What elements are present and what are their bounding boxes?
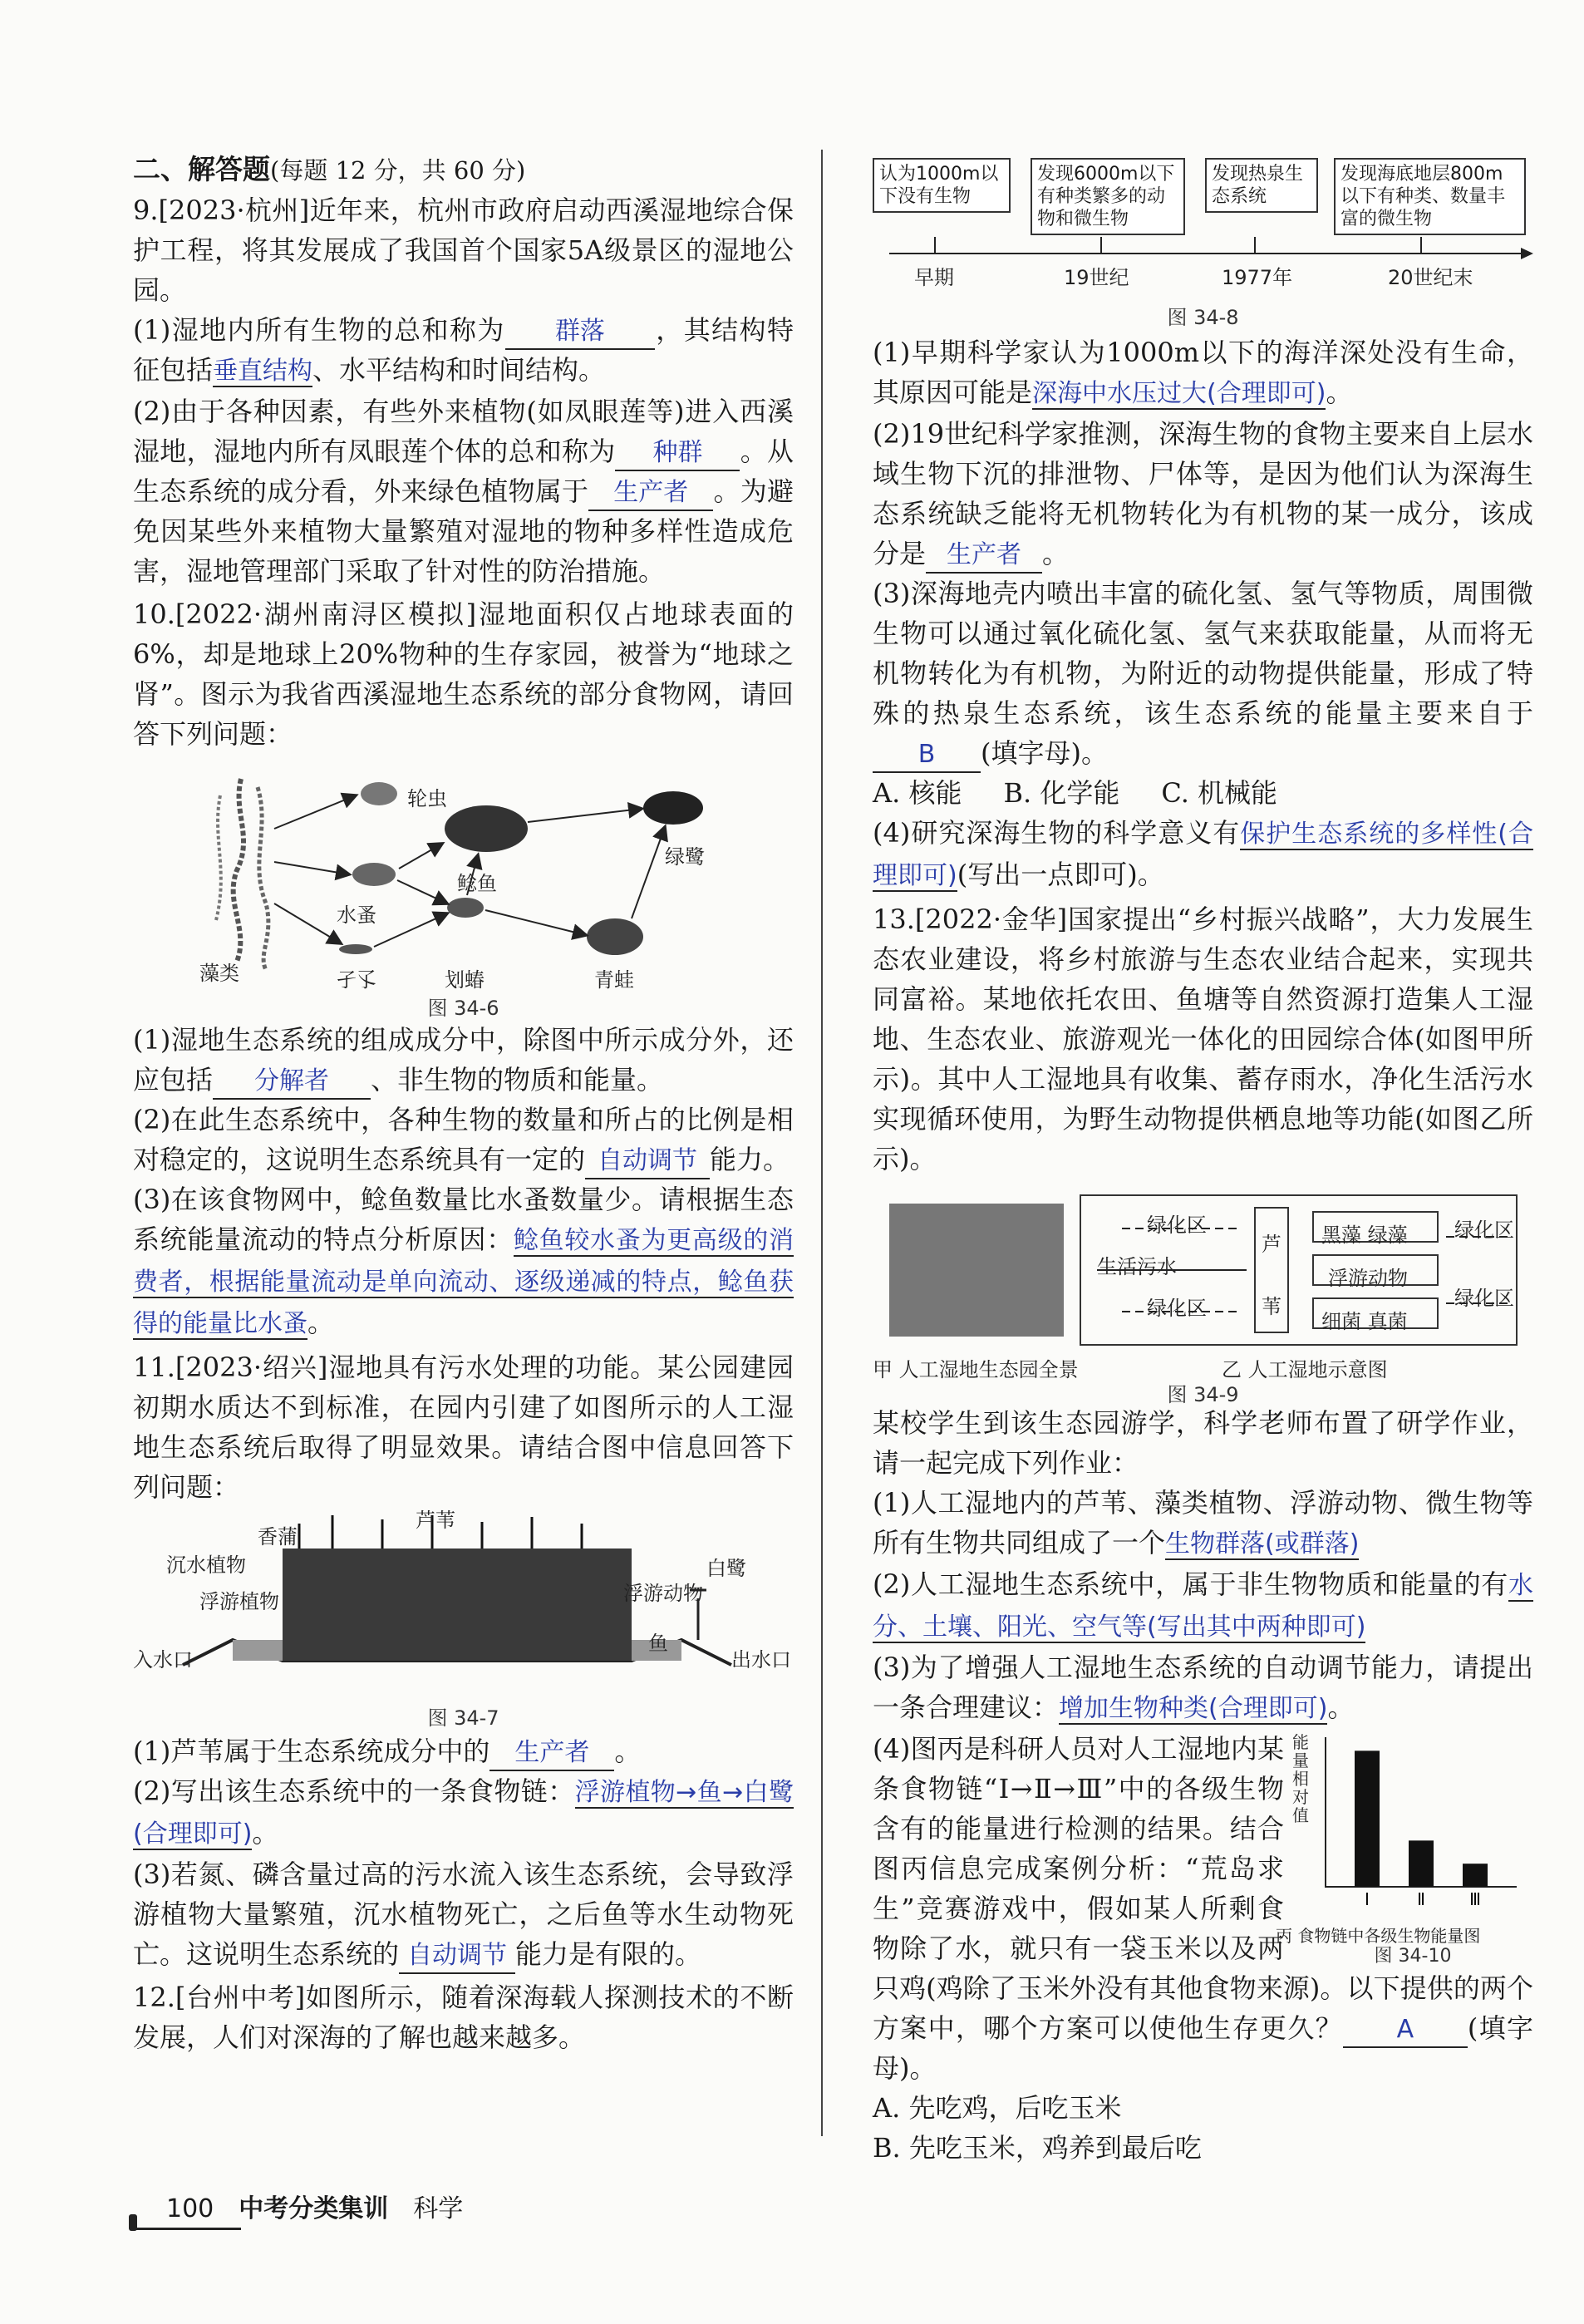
page-footer (166, 2188, 463, 2224)
chart-tick-1: Ⅰ (1365, 1889, 1370, 1909)
label-algae: 藻类 (199, 962, 239, 985)
caption-b: 乙 人工湿地示意图 (1222, 1358, 1388, 1381)
time-19c: 19世纪 (1064, 266, 1129, 289)
figure-caption: 图 34-6 (427, 997, 499, 1020)
energy-chart (1276, 1729, 1533, 1967)
q11-part2: (2)写出该生态系统中的一条食物链：浮游植物→鱼→白鹭(合理即可)。 (133, 1775, 794, 1849)
column-divider (821, 150, 823, 2136)
q9-answer-2b[interactable]: 生产者 (588, 476, 713, 511)
label-egret: 白鹭 (706, 1557, 746, 1580)
food-web-figure (133, 762, 794, 1020)
label-water-flea: 水蚤 (337, 904, 376, 927)
q11-part3: (3)若氮、磷含量过高的污水流入该生态系统，会导致浮游植物大量繁殖，沉水植物死亡，之后鱼等水生动物死亡。这说明生态系统的 自动调节 能力是有限的。 (133, 1854, 794, 1974)
q13-intro: 某校学生到该生态园游学，科学老师布置了研学作业，请一起完成下列作业： (873, 1407, 1533, 1479)
q11-stem: 11.[2023·绍兴]湿地具有污水处理的功能。某公园建园初期水质达不到标准，在园内引建了如图所示的人工湿地生态系统后取得了明显效果。请结合图中信息回答下列问题： (133, 1352, 794, 1503)
q10-part1: (1)湿地生态系统的组成成分中，除图中所示成分外，还应包括 分解者 、非生物的物质和能量。 (133, 1020, 794, 1100)
timeline-box-4: 发现海底地层800m以下有种类、数量丰富的微生物 (1334, 158, 1526, 235)
mosquito-larva-icon (339, 944, 372, 954)
right-column (873, 158, 1533, 2168)
q10-part3: (3)在该食物网中，鲶鱼数量比水蚤数量少。请根据生态系统能量流动的特点分析原因：鲶鱼较水蚤为更高级的消费者，根据能量流动是单向流动、逐级递减的特点，鲶鱼获得的能量比水蚤。 (133, 1184, 794, 1338)
label-green-zone-3: 绿化区 (1454, 1219, 1514, 1242)
subject: 科学 (413, 2194, 464, 2223)
label-inlet: 入水口 (133, 1648, 193, 1672)
q13-part1: (1)人工湿地内的芦苇、藻类植物、浮游动物、微生物等所有生物共同组成了一个生物群落(或群落) (873, 1487, 1533, 1558)
time-1977: 1977年 (1222, 266, 1293, 289)
q11-answer-3[interactable]: 自动调节 (399, 1939, 515, 1974)
timeline-box-3: 发现热泉生态系统 (1205, 158, 1318, 213)
option-a[interactable]: A. 核能 (873, 777, 962, 809)
label-frog: 青蛙 (594, 968, 634, 992)
section-heading: 二、解答题(每题 12 分，共 60 分) (133, 153, 526, 185)
q13-part2: (2)人工湿地生态系统中，属于非生物物质和能量的有水分、土壤、阳光、空气等(写出其中两种即可) (873, 1568, 1533, 1642)
label-catfish: 鲶鱼 (457, 872, 497, 895)
label-reed: 芦苇 (416, 1509, 455, 1532)
figure-caption: 图 34-8 (1167, 306, 1239, 329)
q13-part3: (3)为了增强人工湿地生态系统的自动调节能力，请提出一条合理建议：增加生物种类(合理即可)。 (873, 1652, 1533, 1723)
q9-answer-2[interactable]: 种群 (615, 436, 740, 471)
q9-answer-1b[interactable]: 垂直结构 (213, 357, 313, 386)
chart-tick-2: Ⅱ (1417, 1889, 1425, 1909)
time-20c-end: 20世纪末 (1388, 266, 1473, 289)
q11-part1: (1)芦苇属于生态系统成分中的 生产者 。 (133, 1731, 794, 1771)
chart-tick-3: Ⅲ (1469, 1889, 1481, 1909)
q11-answer-2[interactable]: 浮游植物→鱼→白鹭(合理即可) (133, 1778, 794, 1849)
label-zooplankton: 浮游动物 (623, 1582, 703, 1605)
heron-icon (643, 791, 703, 825)
timeline-box-1: 认为1000m以下没有生物 (873, 158, 1011, 213)
label-sewage: 生活污水 (1097, 1255, 1177, 1278)
q12-part2: (2)19世纪科学家推测，深海生物的食物主要来自上层水域生物下沉的排泄物、尸体等，是因为他们认为深海生态系统缺乏能将无机物转化为有机物的某一成分，该成分是 生产者 。 (873, 414, 1533, 574)
chart-bar-3 (1463, 1864, 1488, 1887)
label-green-zone-1: 绿化区 (1147, 1214, 1207, 1237)
q13-answer-4[interactable]: A (1343, 2013, 1468, 2048)
q10-stem: 10.[2022·湖州南浔区模拟]湿地面积仅占地球表面的6%，却是地球上20%物种的生存家园，被誉为“地球之肾”。图示为我省西溪湿地生态系统的部分食物网，请回答下列问题： (133, 598, 794, 750)
q10-answer-2[interactable]: 自动调节 (585, 1145, 710, 1179)
q9-part1: (1)湿地内所有生物的总和称为 群落 ，其结构特征包括垂直结构、水平结构和时间结构。 (133, 314, 794, 386)
rotifer-icon (361, 782, 397, 805)
label-reed-2: 苇 (1262, 1295, 1281, 1318)
q13-part4: (4)图丙是科研人员对人工湿地内某条食物链“Ⅰ→Ⅱ→Ⅲ”中的各级生物含有的能量进行检测的结果。结合图丙信息完成案例分析：“荒岛求生”竞赛游戏中，假如某人所剩食物除了水，就只有一袋玉米以及两只鸡(鸡除了玉米外没有其他食物来源)。以下提供的两个方案中，哪个方案可以使他生存更久？ A (填字母)。 (873, 1733, 1533, 2084)
q13-answer-2[interactable]: 水分、土壤、阳光、空气等(写出其中两种即可) (873, 1571, 1533, 1642)
label-zooplankton: 浮游动物 (1328, 1267, 1408, 1290)
book-title: 中考分类集训 (239, 2194, 389, 2223)
figure-caption: 图 34-9 (1167, 1383, 1239, 1406)
q10-part2: (2)在此生态系统中，各种生物的数量和所占的比例是相对稳定的，这说明生态系统具有一定的 自动调节 能力。 (133, 1100, 794, 1179)
label-bacteria-fungi: 细菌 真菌 (1321, 1310, 1408, 1333)
label-outlet: 出水口 (731, 1648, 791, 1672)
q13-part4-block (873, 1729, 1533, 2088)
q9-part2: (2)由于各种因素，有些外来植物(如凤眼莲等)进入西溪湿地，湿地内所有凤眼莲个体的总和称为 种群 。从生态系统的成分看，外来绿色植物属于 生产者 。为避免因某些外来植物大量繁殖对湿地的物种多样性造成危害，湿地管理部门采取了针对性的防治措施。 (133, 396, 794, 587)
option-c[interactable]: C. 机械能 (1161, 777, 1278, 809)
water-flea-icon (352, 863, 396, 886)
q12-part1: (1)早期科学家认为1000m以下的海洋深处没有生命，其原因可能是深海中水压过大(合理即可)。 (873, 337, 1533, 408)
label-rotifer: 轮虫 (407, 787, 447, 810)
q12-answer-4[interactable]: 保护生态系统的多样性(合理即可) (873, 820, 1533, 890)
energy-bar-chart (1292, 1729, 1533, 1920)
q12-answer-1[interactable]: 深海中水压过大(合理即可) (1032, 379, 1326, 408)
page-number: 100 (166, 2194, 214, 2223)
chart-title: 丙 食物链中各级生物能量图 (1276, 1926, 1481, 1946)
q13-answer-3[interactable]: 增加生物种类(合理即可) (1059, 1694, 1328, 1723)
q13-option-b[interactable]: B. 先吃玉米，鸡养到最后吃 (873, 2132, 1202, 2164)
label-algae: 黑藻 绿藻 (1321, 1224, 1408, 1247)
time-early: 早期 (914, 266, 954, 289)
chart-ylabel: 能量相对值 (1292, 1732, 1309, 1825)
wetland-park-figure (873, 1187, 1533, 1406)
page-underline (133, 2228, 241, 2230)
frog-icon (587, 918, 643, 955)
wetland-figure (133, 1509, 794, 1730)
q13-stem: 13.[2022·金华]国家提出“乡村振兴战略”，大力发展生态农业建设，将乡村旅游与生态农业结合起来，实现共同富裕。某地依托农田、鱼塘等自然资源打造集人工湿地、生态农业、旅游观光一体化的田园综合体(如图甲所示)。其中人工湿地具有收集、蓄存雨水，净化生活污水实现循环使用，为野生动物提供栖息地等功能(如图乙所示)。 (873, 904, 1533, 1174)
label-mosquito-larva: 孑孓 (337, 968, 376, 992)
q12-answer-2[interactable]: 生产者 (926, 539, 1042, 574)
q9-answer-1[interactable]: 群落 (505, 315, 655, 350)
chart-bar-1 (1355, 1750, 1380, 1887)
q12-part3: (3)深海地壳内喷出丰富的硫化氢、氢气等物质，周围微生物可以通过氧化硫化氢、氢气来获取能量，从而将无机物转化为有机物，为附近的动物提供能量，形成了特殊的热泉生态系统，该生态系统的能量主要来自于B (填字母)。 (873, 574, 1533, 773)
chart-caption: 图 34-10 (1374, 1946, 1452, 1967)
chart-bar-2 (1409, 1840, 1434, 1887)
label-green-zone-4: 绿化区 (1454, 1287, 1514, 1310)
label-fish: 鱼 (648, 1632, 668, 1655)
caption-a: 甲 人工湿地生态园全景 (873, 1358, 1079, 1381)
q13-option-a[interactable]: A. 先吃鸡，后吃玉米 (873, 2092, 1122, 2124)
q9-stem: 9.[2023·杭州]近年来，杭州市政府启动西溪湿地综合保护工程，将其发展成了我国首个国家5A级景区的湿地公园。 (133, 194, 794, 306)
label-cattail: 香蒲 (258, 1525, 298, 1549)
q10-answer-3[interactable]: 鲶鱼较水蚤为更高级的消费者，根据能量流动是单向流动、逐级递减的特点，鲶鱼获得的能量比水蚤 (133, 1226, 794, 1338)
timeline-box-2: 发现6000m以下有种类繁多的动物和微生物 (1031, 158, 1185, 235)
option-b[interactable]: B. 化学能 (1003, 777, 1120, 809)
q11-answer-1[interactable]: 生产者 (489, 1736, 614, 1771)
q12-options (873, 773, 1533, 813)
q13-answer-1[interactable]: 生物群落(或群落) (1165, 1529, 1360, 1558)
q10-answer-1[interactable]: 分解者 (213, 1065, 371, 1100)
figure-caption: 图 34-7 (427, 1706, 499, 1730)
timeline-figure (873, 158, 1533, 329)
left-column (133, 150, 794, 2057)
q12-answer-3[interactable]: B (873, 738, 981, 773)
catfish-icon (445, 805, 528, 852)
label-green-zone-2: 绿化区 (1147, 1297, 1207, 1320)
label-submerged-plant: 沉水植物 (166, 1553, 246, 1577)
q12-stem: 12.[台州中考]如图所示，随着深海载人探测技术的不断发展，人们对深海的了解也越来越多。 (133, 1982, 794, 2053)
label-phytoplankton: 浮游植物 (199, 1590, 279, 1613)
label-heron: 绿鹭 (665, 845, 705, 869)
label-reed-1: 芦 (1262, 1233, 1281, 1256)
label-water-boatman: 划蝽 (445, 968, 485, 992)
q12-part4: (4)研究深海生物的科学意义有保护生态系统的多样性(合理即可)(写出一点即可)。 (873, 817, 1533, 890)
